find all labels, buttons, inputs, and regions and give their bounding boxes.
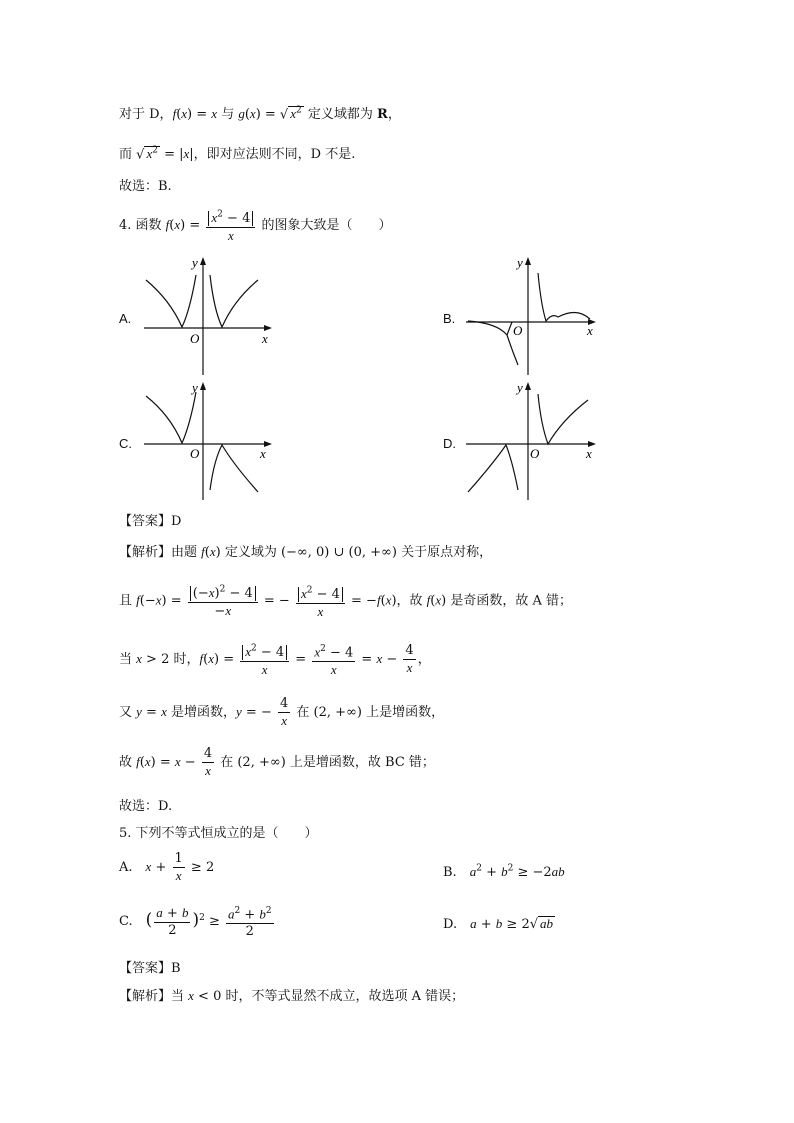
question-5: 5. 下列不等式恒成立的是（ ） [119, 826, 318, 841]
text-line-rule: 而 √ $x^2 = |x|$，即对应法则不同，D 不是. [119, 145, 356, 162]
solution-4-line-2: 且 f(−x) = $\frac{(-x)^2 - 4}{-x}$ = − $\frac{x^2 - 4}{x}$ = −f(x)，故 f(x) 是奇函数，故 A 错； [119, 582, 572, 620]
solution-4-line-5: 故 f(x) = x − $\frac{4}{x}$ 在 (2, +∞) 上是增函数，故 BC 错； [119, 746, 435, 778]
solution-5-line-1: 【解析】当 x < 0 时，不等式显然不成立，故选项 A 错误； [119, 988, 465, 1004]
q5-option-a: A. x + $\frac{1}{x}$ ≥ 2 [119, 851, 215, 883]
graph-option-b [462, 255, 602, 380]
option-a-label: A. [119, 311, 132, 326]
origin-label: O [190, 331, 200, 346]
graph-option-a [140, 255, 275, 380]
solution-4-line-1: 【解析】由题 f(x) 定义域为 (−∞, 0) ∪ (0, +∞) 关于原点对称， [119, 544, 493, 560]
text-line-domain: 对于 D，f(x) = x 与 g(x) = √ $x^2$ 定义域都为 R， [119, 105, 401, 122]
x-axis-label: x [586, 446, 592, 461]
answer-4: 【答案】D [119, 514, 182, 529]
origin-label: O [513, 323, 523, 338]
y-axis-label: y [192, 380, 198, 395]
question-4: 4. 函数 f(x) = $\frac{x^2 - 4}{x}$ 的图象大致是（ ） [119, 207, 391, 244]
x-axis-label: x [260, 446, 266, 461]
option-d-label: D. [443, 436, 456, 451]
option-c-label: C. [119, 436, 132, 451]
origin-label: O [190, 446, 200, 461]
y-axis-label: y [517, 380, 523, 395]
q5-option-d: D. a + b ≥ 2√ ab [443, 916, 554, 932]
x-axis-label: x [587, 323, 593, 338]
y-axis-label: y [192, 255, 198, 270]
graph-option-d [462, 380, 602, 505]
graph-option-c [140, 380, 275, 505]
answer-5: 【答案】B [119, 961, 181, 976]
choose-d-line: 故选：D. [119, 799, 173, 814]
x-axis-label: x [262, 331, 268, 346]
origin-label: O [530, 446, 540, 461]
q5-option-c: C. ( $\frac{a + b}{2}$ )$^2$ ≥ $\frac{a^2 + b^2}{2}$ [119, 904, 272, 940]
solution-4-line-4: 又 y = x 是增函数，y = − $\frac{4}{x}$ 在 (2, +∞) 上是增函数， [119, 696, 445, 728]
solution-4-line-3: 当 x > 2 时，f(x) = $\frac{x^2 - 4}{x}$ = $\frac{x^2 - 4}{x}$ = x − $\frac{4}{x}$ ， [119, 641, 431, 678]
y-axis-label: y [517, 255, 523, 270]
option-b-label: B. [443, 311, 456, 326]
choose-b-line: 故选：B. [119, 179, 172, 194]
q5-option-b: B. $a^2 + b^2 \ge -2ab$ [443, 863, 565, 880]
